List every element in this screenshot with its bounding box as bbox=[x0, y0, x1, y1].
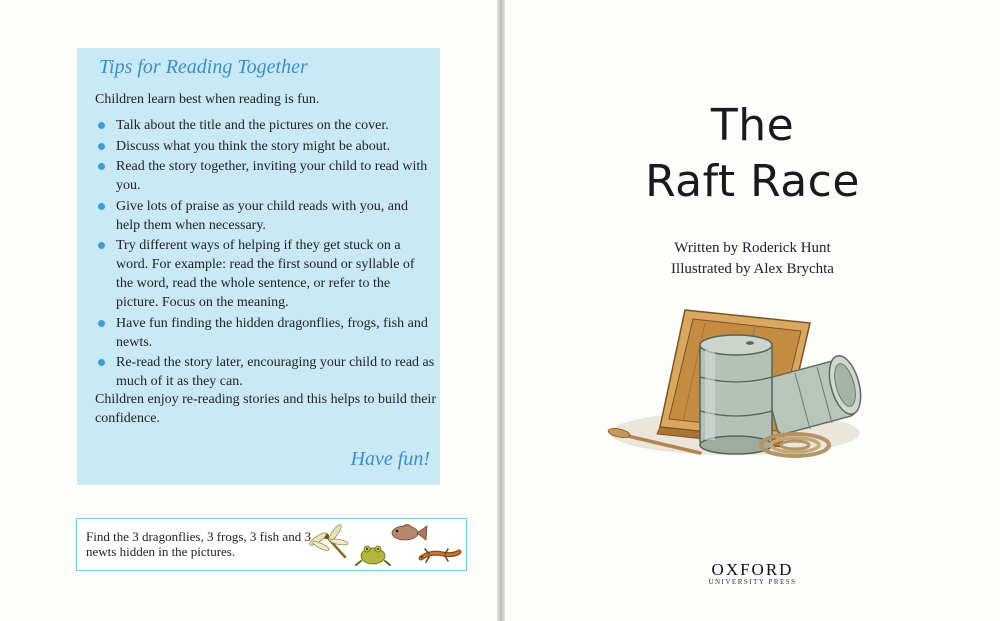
tips-outro: Children enjoy re-reading stories and this helps to build their confidence. bbox=[95, 392, 436, 426]
publisher-subtitle: UNIVERSITY PRESS bbox=[708, 578, 797, 586]
tips-panel bbox=[77, 48, 440, 485]
bullet-icon bbox=[98, 203, 105, 210]
left-page bbox=[0, 0, 498, 621]
bullet-icon bbox=[98, 359, 105, 366]
find-text: Find the 3 dragonflies, 3 frogs, 3 fish and 3 newts hidden in the pictures. bbox=[86, 529, 311, 559]
illustrator-credit: Illustrated by Alex Brychta bbox=[671, 261, 834, 277]
tip-text: Talk about the title and the pictures on the cover. bbox=[116, 118, 389, 133]
publisher-logo bbox=[505, 560, 1000, 586]
critters-illustration bbox=[77, 519, 466, 570]
tip-text: Read the story together, inviting your child to read with you. bbox=[116, 159, 428, 193]
tip-text: Have fun finding the hidden dragonflies, frogs, fish and newts. bbox=[116, 315, 428, 350]
newt-icon bbox=[421, 549, 459, 562]
bullet-icon bbox=[98, 143, 105, 150]
tip-text: Try different ways of helping if they get stuck on a word. For example: read the first sound or syllable of the word, read the whole sentence, or refer to the picture. Focus on the meaning. bbox=[116, 238, 415, 310]
book-title-line-2: Raft Race bbox=[645, 156, 860, 207]
tip-item bbox=[95, 116, 435, 135]
standing-barrel-illustration bbox=[700, 335, 772, 454]
tips-list bbox=[95, 116, 435, 393]
bullet-icon bbox=[98, 242, 105, 249]
tip-item bbox=[95, 197, 435, 235]
tip-item bbox=[95, 353, 435, 391]
raft-materials-illustration bbox=[605, 305, 865, 465]
tips-title: Tips for Reading Together bbox=[99, 56, 308, 78]
tip-item bbox=[95, 137, 435, 156]
book-gutter bbox=[497, 0, 505, 621]
publisher-name: OXFORD bbox=[711, 560, 794, 579]
tips-intro: Children learn best when reading is fun. bbox=[95, 92, 320, 107]
find-hidden-box bbox=[76, 518, 467, 571]
tip-item bbox=[95, 157, 435, 195]
author-credit: Written by Roderick Hunt bbox=[674, 240, 831, 256]
tips-closing: Have fun! bbox=[350, 448, 430, 470]
fish-icon bbox=[392, 525, 427, 541]
frog-icon bbox=[356, 546, 390, 565]
tip-item bbox=[95, 236, 435, 312]
book-title-line-1: The bbox=[710, 100, 795, 151]
bullet-icon bbox=[98, 320, 105, 327]
dragonfly-icon bbox=[308, 523, 348, 557]
bullet-icon bbox=[98, 163, 105, 170]
bullet-icon bbox=[98, 122, 105, 129]
tip-text: Re-read the story later, encouraging your child to read as much of it as they can. bbox=[116, 355, 435, 389]
right-page bbox=[505, 0, 1000, 621]
tip-item bbox=[95, 314, 435, 352]
tip-text: Discuss what you think the story might be about. bbox=[116, 138, 391, 154]
tip-text: Give lots of praise as your child reads with you, and help them when necessary. bbox=[116, 198, 408, 233]
